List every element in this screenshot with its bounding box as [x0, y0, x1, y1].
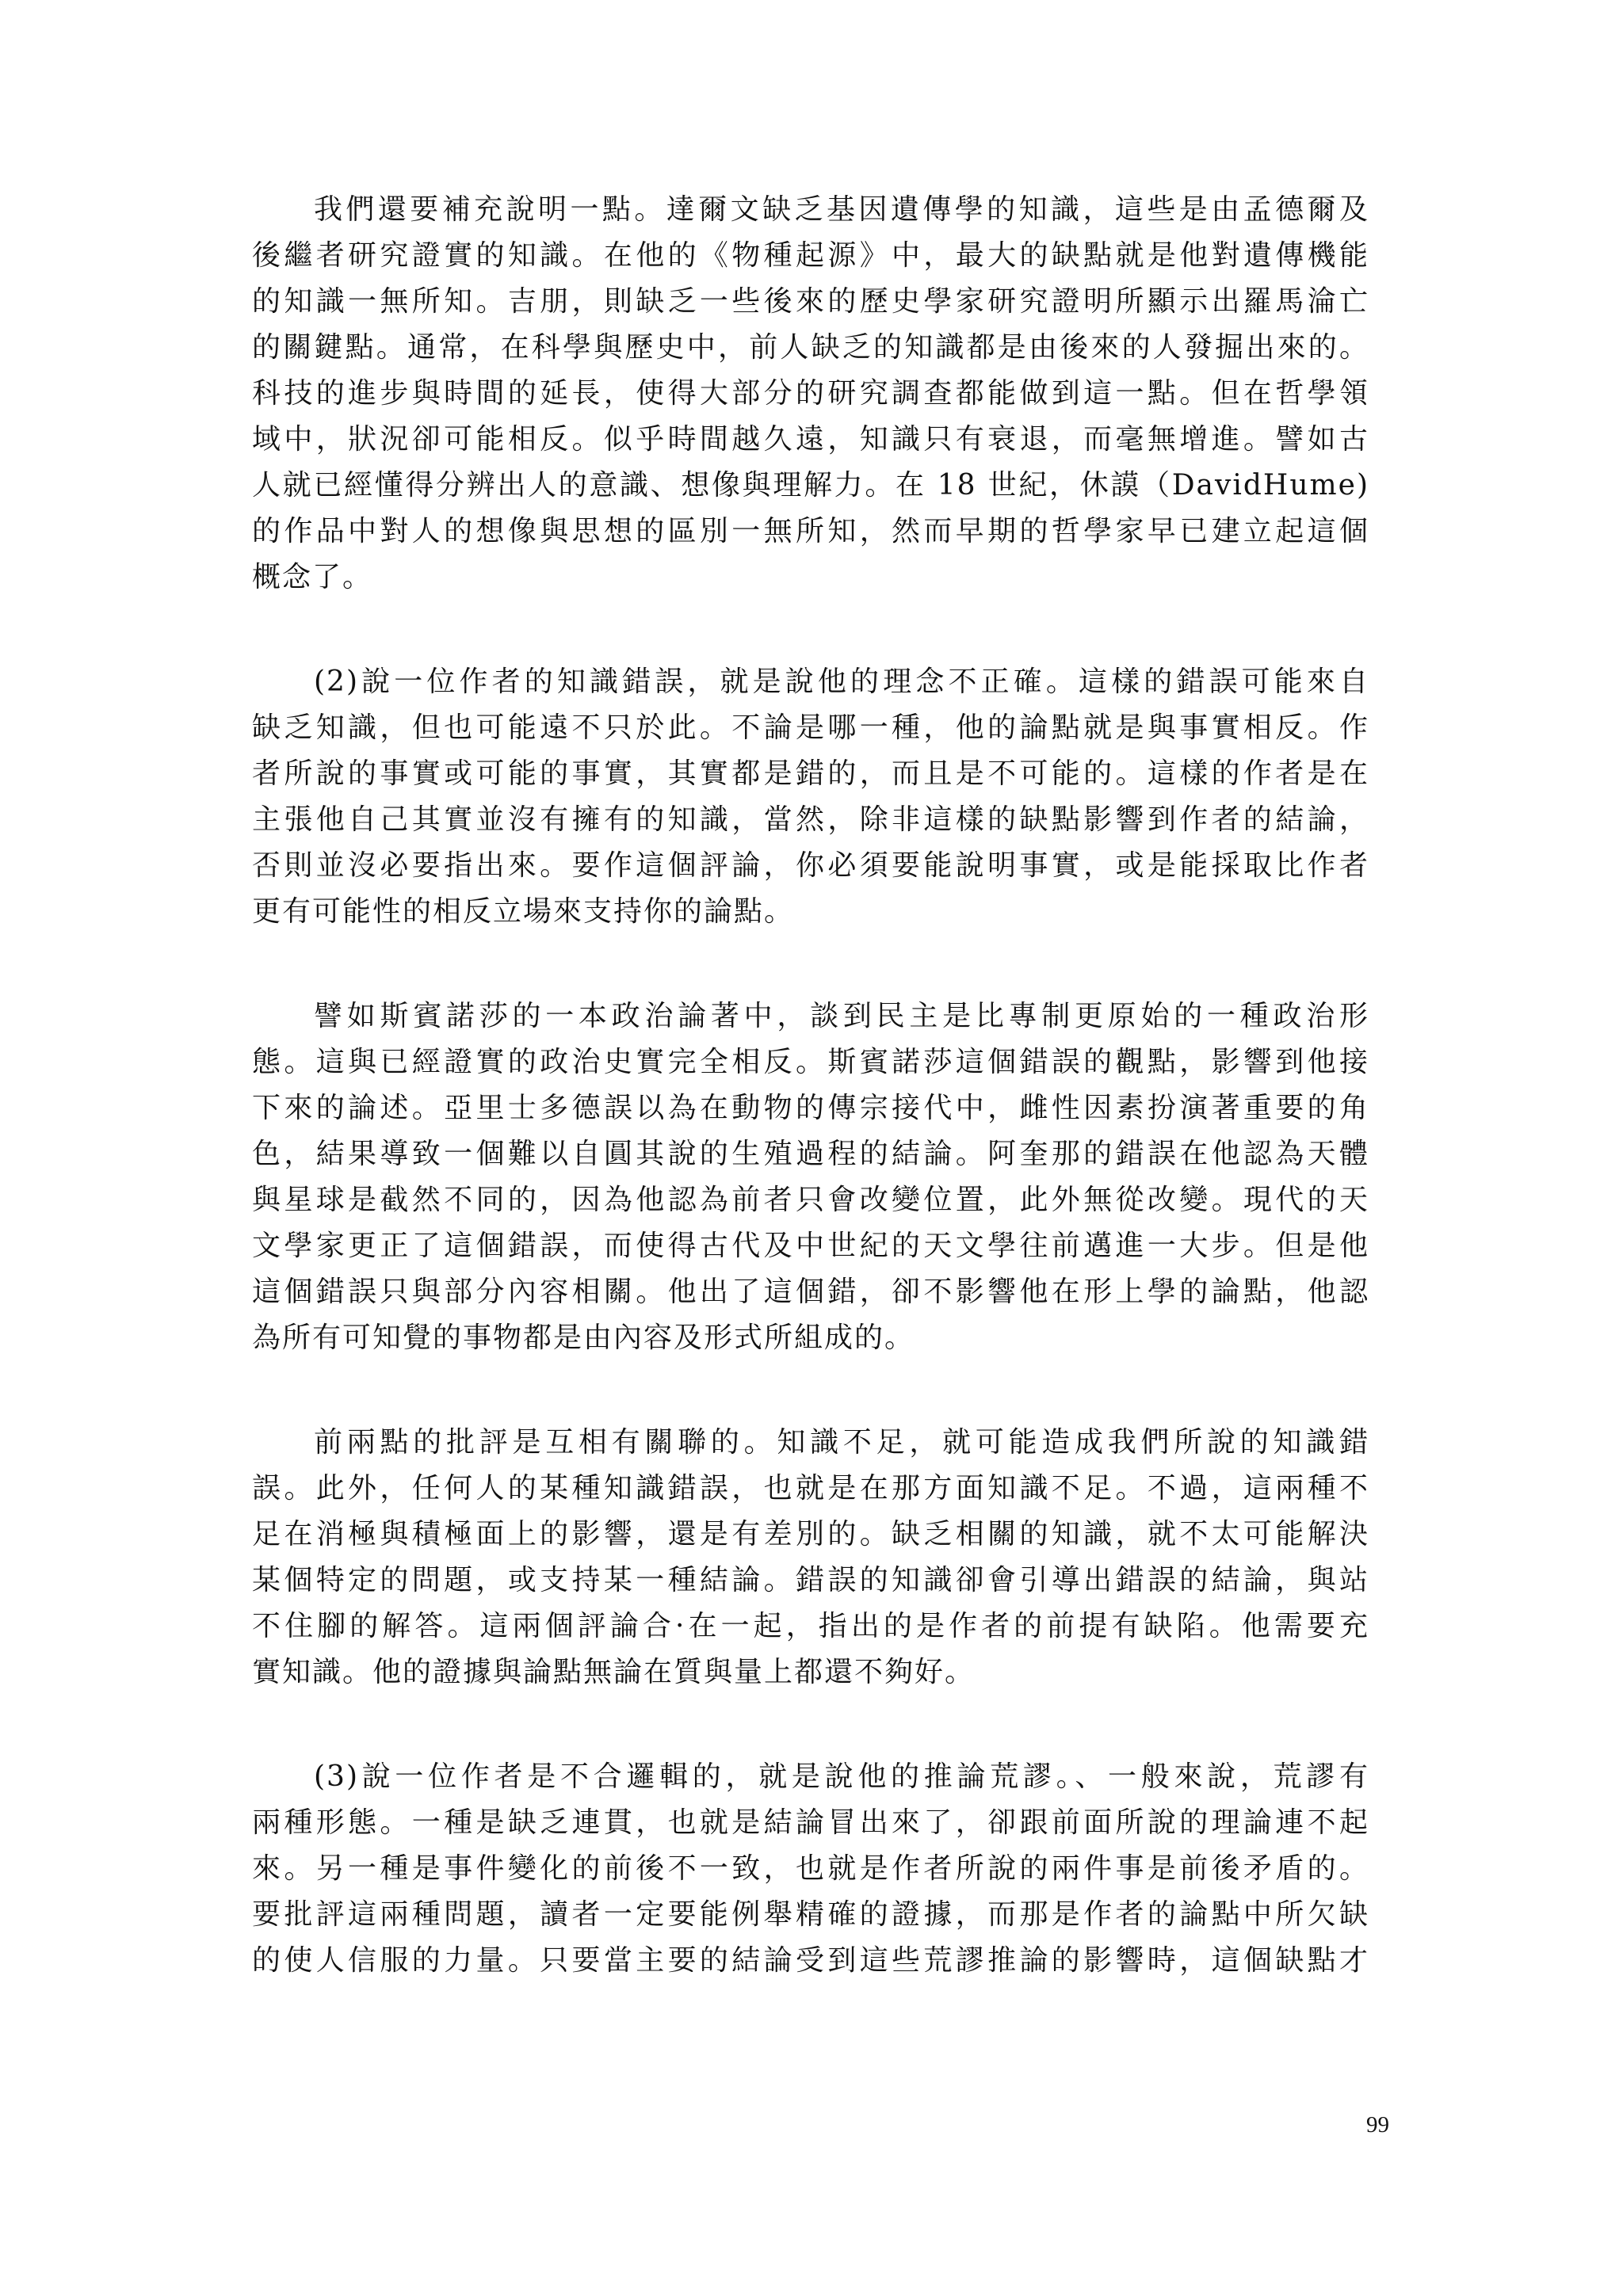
text-line: 我們還要補充說明一點。達爾文缺乏基因遺傳學的知識，這些是由孟德爾及 [314, 193, 1369, 226]
text-line: 與星球是截然不同的，因為他認為前者只會改變位置，此外無從改變。現代的天 [252, 1184, 1369, 1216]
text-line: 來。另一種是事件變化的前後不一致，也就是作者所說的兩件事是前後矛盾的。 [252, 1852, 1369, 1885]
text-line: 譬如斯賓諾莎的一本政治論著中，談到民主是比專制更原始的一種政治形 [314, 1000, 1369, 1032]
text-line: 某個特定的問題，或支持某一種結論。錯誤的知識卻會引導出錯誤的結論，與站 [252, 1564, 1369, 1596]
text-line: 缺乏知識，但也可能遠不只於此。不論是哪一種，他的論點就是與事實相反。作 [252, 711, 1369, 744]
text-line: 的知識一無所知。吉朋，則缺乏一些後來的歷史學家研究證明所顯示出羅馬淪亡 [252, 285, 1369, 318]
text-line: 為所有可知覺的事物都是由內容及形式所組成的。 [252, 1322, 915, 1354]
text-line: 前兩點的批評是互相有關聯的。知識不足，就可能造成我們所說的知識錯 [314, 1426, 1369, 1459]
paragraph-1 [252, 187, 1369, 601]
text-line: 色，結果導致一個難以自圓其說的生殖過程的結論。阿奎那的錯誤在他認為天體 [252, 1138, 1369, 1170]
text-line: (2)說一位作者的知識錯誤，就是說他的理念不正確。這樣的錯誤可能來自 [314, 666, 1369, 698]
page-number: 99 [1366, 2112, 1389, 2138]
text-line: 否則並沒必要指出來。要作這個評論，你必須要能說明事實，或是能採取比作者 [252, 849, 1369, 882]
text-line: 的使人信服的力量。只要當主要的結論受到這些荒謬推論的影響時，這個缺點才 [252, 1944, 1369, 1977]
text-line: (3)說一位作者是不合邏輯的，就是說他的推論荒謬。、一般來說，荒謬有 [314, 1760, 1369, 1793]
text-line: 主張他自己其實並沒有擁有的知識，當然，除非這樣的缺點影響到作者的結論， [252, 803, 1369, 836]
text-line: 兩種形態。一種是缺乏連貫，也就是結論冒出來了，卻跟前面所說的理論連不起 [252, 1806, 1369, 1839]
paragraph-4 [252, 1420, 1369, 1695]
paragraph-3 [252, 994, 1369, 1361]
text-line: 足在消極與積極面上的影響，還是有差別的。缺乏相關的知識，就不太可能解決 [252, 1518, 1369, 1550]
text-line: 後繼者研究證實的知識。在他的《物種起源》中，最大的缺點就是他對遺傳機能 [252, 239, 1369, 272]
paragraph-5 [252, 1754, 1369, 1984]
text-line: 的作品中對人的想像與思想的區別一無所知，然而早期的哲學家早已建立起這個 [252, 515, 1369, 547]
text-line: 更有可能性的相反立場來支持你的論點。 [252, 895, 795, 928]
text-line: 的關鍵點。通常，在科學與歷史中，前人缺乏的知識都是由後來的人發掘出來的。 [252, 331, 1369, 364]
paragraph-2 [252, 659, 1369, 935]
text-line: 要批評這兩種問題，讀者一定要能例舉精確的證據，而那是作者的論點中所欠缺 [252, 1898, 1369, 1931]
text-line: 概念了。 [252, 561, 373, 593]
text-line: 下來的論述。亞里士多德誤以為在動物的傳宗接代中，雌性因素扮演著重要的角 [252, 1092, 1369, 1124]
text-line: 人就已經懂得分辨出人的意識、想像與理解力。在 18 世紀，休謨（DavidHume) [252, 469, 1369, 502]
text-line: 者所說的事實或可能的事實，其實都是錯的，而且是不可能的。這樣的作者是在 [252, 757, 1369, 790]
text-line: 文學家更正了這個錯誤，而使得古代及中世紀的天文學往前邁進一大步。但是他 [252, 1230, 1369, 1262]
document-body [252, 187, 1369, 2042]
text-line: 誤。此外，任何人的某種知識錯誤，也就是在那方面知識不足。不過，這兩種不 [252, 1472, 1369, 1505]
text-line: 實知識。他的證據與論點無論在質與量上都還不夠好。 [252, 1656, 976, 1688]
text-line: 這個錯誤只與部分內容相關。他出了這個錯，卻不影響他在形上學的論點，他認 [252, 1276, 1369, 1308]
text-line: 科技的進步與時間的延長，使得大部分的研究調查都能做到這一點。但在哲學領 [252, 377, 1369, 410]
text-line: 態。這與已經證實的政治史實完全相反。斯賓諾莎這個錯誤的觀點，影響到他接 [252, 1046, 1369, 1078]
text-line: 域中，狀況卻可能相反。似乎時間越久遠，知識只有衰退，而毫無增進。譬如古 [252, 423, 1369, 456]
text-line: 不住腳的解答。這兩個評論合·在一起，指出的是作者的前提有缺陷。他需要充 [252, 1610, 1369, 1642]
